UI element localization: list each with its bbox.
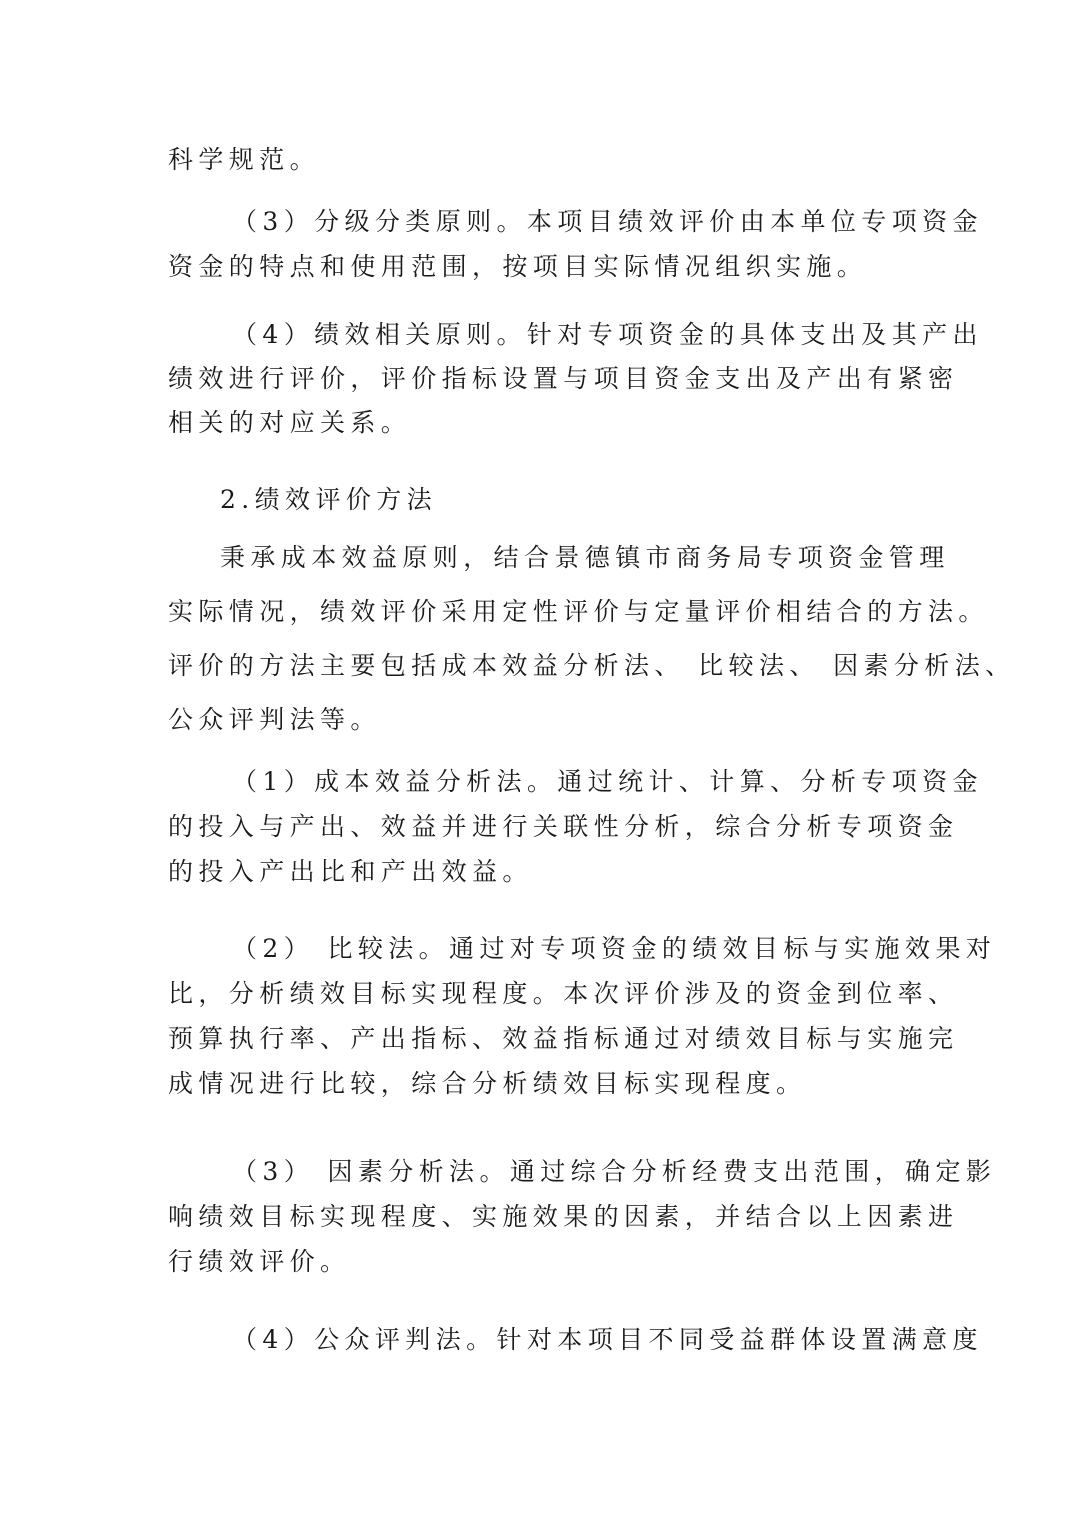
text-line: 科学规范。 — [168, 145, 321, 174]
text-line: 实际情况，绩效评价采用定性评价与定量评价相结合的方法。 — [168, 597, 989, 626]
text-line: 预算执行率、产出指标、效益指标通过对绩效目标与实施完 — [168, 1024, 959, 1053]
text-line: 响绩效目标实现程度、实施效果的因素，并结合以上因素进 — [168, 1202, 959, 1231]
text-line: 比，分析绩效目标实现程度。本次评价涉及的资金到位率、 — [168, 979, 959, 1008]
text-line: （4）公众评判法。针对本项目不同受益群体设置满意度 — [232, 1325, 983, 1354]
text-line: 秉承成本效益原则，结合景德镇市商务局专项资金管理 — [220, 543, 950, 572]
text-line: 行绩效评价。 — [168, 1247, 351, 1276]
text-line: （2） 比较法。通过对专项资金的绩效目标与实施效果对 — [232, 934, 997, 963]
text-line: 成情况进行比较，综合分析绩效目标实现程度。 — [168, 1069, 807, 1098]
text-line: 相关的对应关系。 — [168, 408, 412, 437]
text-line: 公众评判法等。 — [168, 705, 381, 734]
text-line: （1）成本效益分析法。通过统计、计算、分析专项资金 — [232, 767, 983, 796]
text-line: 的投入与产出、效益并进行关联性分析，综合分析专项资金 — [168, 812, 959, 841]
text-line: （4）绩效相关原则。针对专项资金的具体支出及其产出 — [232, 320, 983, 349]
text-line: 绩效进行评价，评价指标设置与项目资金支出及产出有紧密 — [168, 364, 959, 393]
text-line: 评价的方法主要包括成本效益分析法、 比较法、 因素分析法、 — [168, 651, 1016, 680]
text-line: （3） 因素分析法。通过综合分析经费支出范围，确定影 — [232, 1157, 997, 1186]
section-heading: 2.绩效评价方法 — [220, 485, 438, 514]
text-line: 的投入产出比和产出效益。 — [168, 857, 533, 886]
text-line: 资金的特点和使用范围，按项目实际情况组织实施。 — [168, 252, 868, 281]
text-line: （3）分级分类原则。本项目绩效评价由本单位专项资金 — [232, 207, 983, 236]
